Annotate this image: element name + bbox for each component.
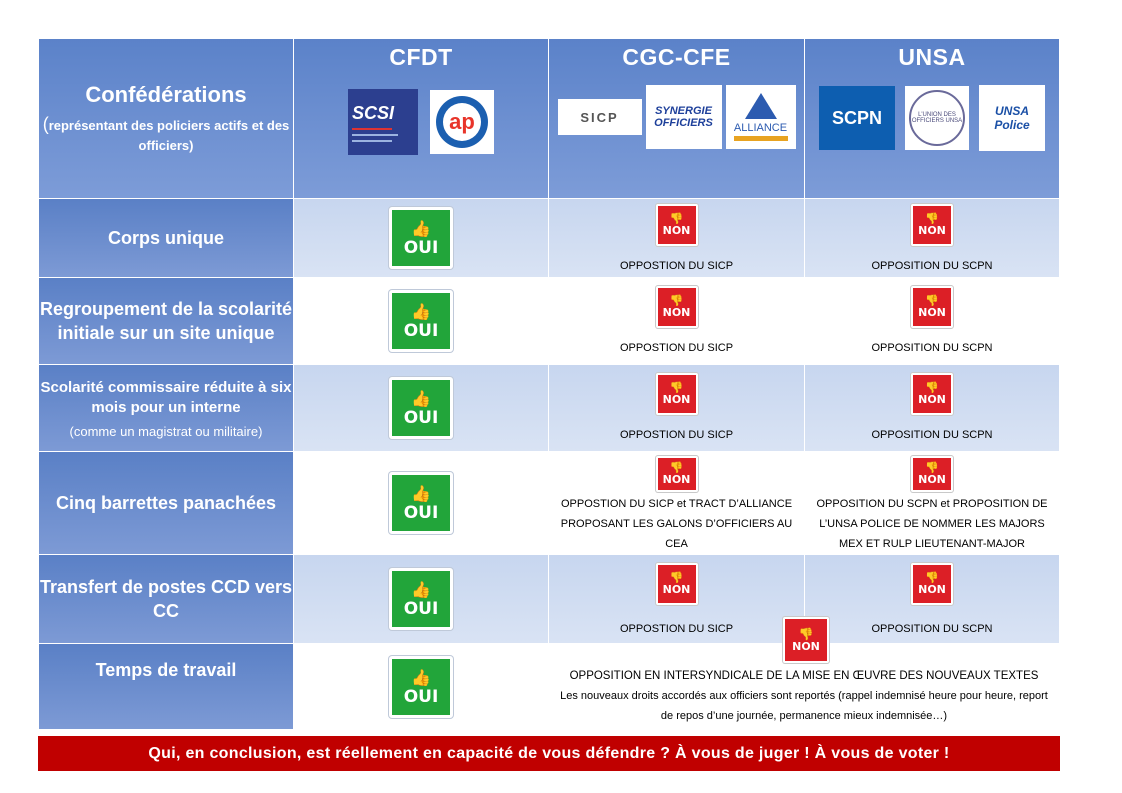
thumbs-up-icon: 👍 [411, 391, 431, 408]
confederations-subtitle: (représentant des policiers actifs et des officiers) [42, 113, 290, 153]
unsa-answer-cell: 👎 NON OPPOSITION DU SCPN [805, 199, 1060, 278]
unsa-police-logo: UNSA Police [979, 85, 1045, 151]
thumbs-down-icon: 👎 [669, 572, 684, 584]
thumbs-down-icon: 👎 [925, 382, 939, 394]
oui-badge: 👍 OUI [389, 207, 453, 269]
cfdt-answer-cell [294, 555, 549, 644]
cfdt-logos [348, 89, 494, 155]
thumbs-down-icon: 👎 [798, 626, 814, 641]
cfdt-answer-cell [294, 365, 549, 452]
unsa-answer-cell: 👎 NON OPPOSITION DU SCPN et PROPOSITION DE L’UNSA POLICE DE NOMMER LES MAJORS MEX ET RULP LIEUTENANT-MAJOR [805, 452, 1060, 555]
thumbs-up-icon: 👍 [411, 486, 431, 503]
non-badge: 👎 NON [656, 286, 698, 328]
cgc-answer-cell: 👎 NON OPPOSTION DU SICP [549, 199, 805, 278]
cgc-answer-cell: 👎 NON OPPOSTION DU SICP [549, 365, 805, 452]
row-label-cinq-barrettes: Cinq barrettes panachées [39, 452, 294, 555]
header-cfdt [294, 39, 549, 199]
cfdt-title: CFDT [389, 44, 453, 70]
conclusion-banner: Qui, en conclusion, est réellement en capacité de vous défendre ? À vous de juger ! À vous de voter ! [38, 736, 1060, 771]
cgc-cfe-title: CGC-CFE [622, 44, 731, 70]
cfdt-answer-cell [294, 644, 549, 730]
thumbs-down-icon: 👎 [925, 213, 939, 225]
oui-badge: 👍 OUI [389, 290, 453, 352]
thumbs-up-icon: 👍 [411, 304, 431, 321]
oui-badge: 👍 OUI [389, 656, 453, 718]
cgc-answer-cell: 👎 NON OPPOSTION DU SICP [549, 278, 805, 365]
row-label-corps-unique: Corps unique [39, 199, 294, 278]
confederations-title: Confédérations [85, 81, 247, 107]
row-label-regroupement: Regroupement de la scolarité initiale sur un site unique [39, 278, 294, 365]
non-badge: 👎 NON [656, 204, 698, 246]
header-confederations [39, 39, 294, 199]
comparison-table [39, 39, 1060, 733]
thumbs-down-icon: 👎 [669, 462, 684, 474]
non-badge: 👎 NON [911, 456, 953, 492]
oui-badge: 👍 OUI [389, 472, 453, 534]
non-badge: 👎 NON [656, 373, 698, 415]
thumbs-down-icon: 👎 [925, 295, 939, 307]
thumbs-down-icon: 👎 [925, 572, 939, 584]
cgc-logos [558, 85, 796, 149]
unsa-answer-cell: 👎 NON OPPOSITION DU SCPN [805, 278, 1060, 365]
scsi-logo: SCSI [348, 89, 418, 155]
row-label-scolarite-commissaire: Scolarité commissaire réduite à six mois pour un interne (comme un magistrat ou militaire) [39, 365, 294, 452]
thumbs-up-icon: 👍 [411, 221, 431, 238]
non-badge: 👎 NON [656, 456, 698, 492]
header-unsa [805, 39, 1060, 199]
cfdt-answer-cell [294, 199, 549, 278]
ap-logo: ap [430, 90, 494, 154]
oui-badge: 👍 OUI [389, 377, 453, 439]
cgc-answer-cell: 👎 NON OPPOSTION DU SICP et TRACT D’ALLIANCE PROPOSANT LES GALONS D’OFFICIERS AU CEA [549, 452, 805, 555]
non-badge: 👎 NON [783, 617, 829, 663]
unsa-logos [819, 85, 1045, 151]
row-label-transfert-postes: Transfert de postes CCD vers CC [39, 555, 294, 644]
thumbs-down-icon: 👎 [925, 462, 939, 474]
cfdt-answer-cell [294, 452, 549, 555]
cfdt-answer-cell [294, 278, 549, 365]
unsa-title: UNSA [898, 44, 966, 70]
thumbs-up-icon: 👍 [411, 582, 431, 599]
non-badge: 👎 NON [656, 563, 698, 605]
non-badge: 👎 NON [911, 563, 953, 605]
thumbs-down-icon: 👎 [669, 295, 684, 307]
alliance-logo: ALLIANCE [726, 85, 796, 149]
thumbs-down-icon: 👎 [669, 213, 684, 225]
sicp-logo: SICP [558, 99, 642, 135]
non-badge: 👎 NON [911, 286, 953, 328]
thumbs-up-icon: 👍 [411, 669, 431, 687]
non-badge: 👎 NON [911, 373, 953, 415]
unsa-answer-cell: 👎 NON OPPOSITION DU SCPN [805, 555, 1060, 644]
thumbs-down-icon: 👎 [669, 382, 684, 394]
oui-badge: 👍 OUI [389, 568, 453, 630]
synergie-logo: SYNERGIE OFFICIERS [646, 85, 722, 149]
temps-travail-merged-cell: 👎 NON OPPOSITION EN INTERSYNDICALE DE LA MISE EN ŒUVRE DES NOUVEAUX TEXTES Les nouveaux droits accordés aux officiers sont reportés (rappel indemnisé heure pour heure, report de repos d’une journée, permanence mieux indemnisée…) [549, 644, 1060, 730]
non-badge: 👎 NON [911, 204, 953, 246]
row-label-temps-travail: Temps de travail [39, 644, 294, 730]
cgc-answer-cell: 👎 NON OPPOSTION DU SICP [549, 555, 805, 644]
union-officiers-logo: L'UNION DES OFFICIERS UNSA [905, 86, 969, 150]
unsa-answer-cell: 👎 NON OPPOSITION DU SCPN [805, 365, 1060, 452]
scpn-logo: SCPN [819, 86, 895, 150]
header-cgc-cfe [549, 39, 805, 199]
